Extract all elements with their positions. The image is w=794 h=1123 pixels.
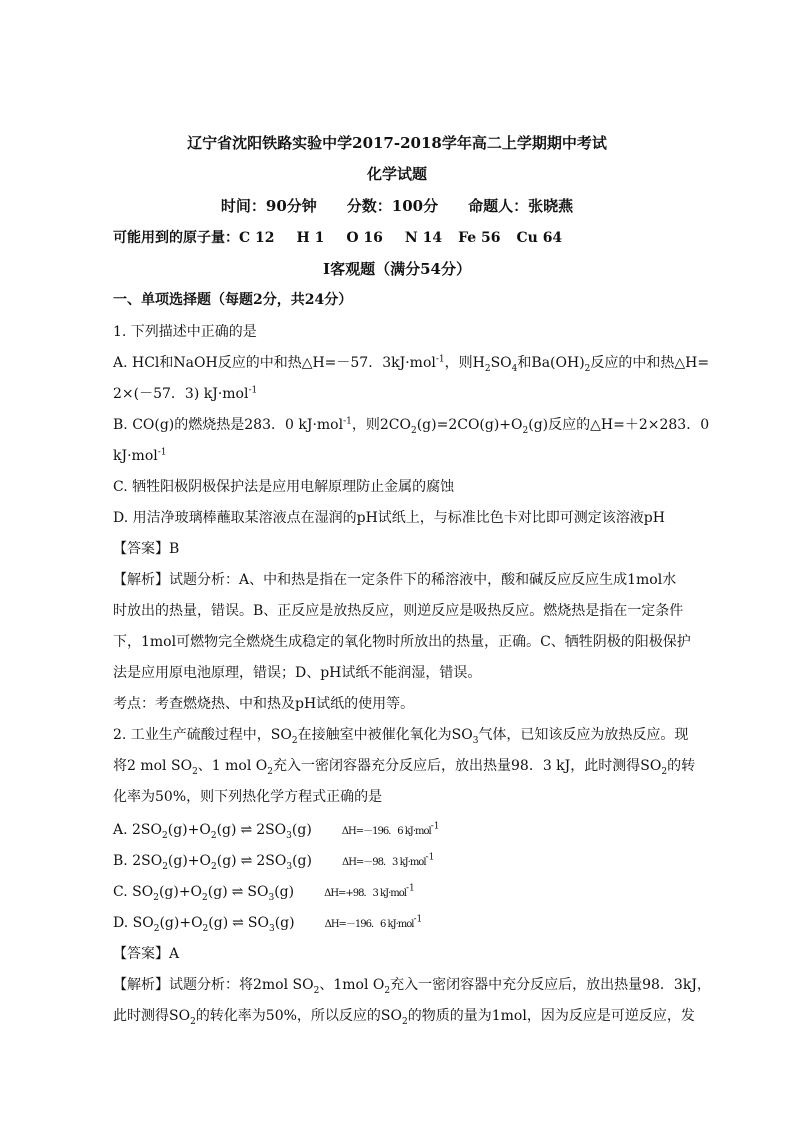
atomic-mass-c: C 12 [239,230,275,246]
atomic-label: 可能用到的原子量： [113,230,239,246]
exam-info [0,196,794,216]
q1-option-c: C. 牺牲阳极阴极保护法是应用电解原理防止金属的腐蚀 [113,479,455,495]
q1-option-b-line2: kJ·mol$^{-1}$ [113,447,167,464]
q2-analysis-line2: 此时测得$SO_2$的转化率为50%，所以反应的$SO_2$的物质的量为1mol，因为反应是可逆反应，发 [113,1008,695,1027]
subject-title: 化学试题 [366,165,427,183]
atomic-mass-o: O 16 [346,230,383,246]
atomic-mass-n: N 14 [404,230,443,246]
q1-option-a-line1: A. HCl和NaOH反应的中和热△H=－57．3kJ·mol$^{-1}$，则$H_2SO_4$和$Ba(OH)_2$反应的中和热△H= [113,354,710,374]
q2-option-a: A. $2SO_2(g)+O_2(g)$ ⇌ $2SO_3(g)$ ΔH=－196．6 kJ·mol$^{-1}$ [113,821,440,841]
q2-analysis-line1: 【解析】试题分析：将2mol $SO_2$、1mol $O_2$充入一密闭容器中充分反应后，放出热量98．3kJ， [113,977,711,996]
equilibrium-arrow-icon: ⇌ [231,884,244,900]
q2-option-d: D. $SO_2(g)+O_2(g)$ ⇌ $SO_3(g)$ ΔH=－196．6 kJ·mol$^{-1}$ [113,914,423,934]
q2-stem-line3: 化率为50%，则下列热化学方程式正确的是 [113,789,383,805]
exam-author: 命题人：张晓燕 [468,197,574,215]
atomic-mass-fe: Fe 56 [458,230,501,246]
q2-option-b: B. $2SO_2(g)+O_2(g)$ ⇌ $2SO_3(g)$ ΔH=－98．3 kJ·mol$^{-1}$ [113,852,435,872]
q1-analysis-line3: 下，1mol可燃物完全燃烧生成稳定的氧化物时所放出的热量，正确。C、牺牲阴极的阳极保护 [113,634,691,650]
exam-score: 分数：100分 [346,197,439,215]
exam-time: 时间：90分钟 [220,197,317,215]
atomic-mass-h: H 1 [296,230,325,246]
q1-option-b-line1: B. CO(g)的燃烧热是283．0 kJ·mol$^{-1}$，则$2CO_2(g)=2CO(g)+O_2(g)$反应的△H=＋2×283．0 [113,416,710,436]
q1-answer: 【答案】B [113,541,180,557]
section-heading: 一、单项选择题（每题2分，共24分） [113,292,353,308]
atomic-masses [113,228,562,248]
exam-title: 辽宁省沈阳铁路实验中学2017-2018学年高二上学期期中考试 [187,134,607,152]
q2-option-c: C. $SO_2(g)+O_2(g)$ ⇌ $SO_3(g)$ ΔH=+98．3 kJ·mol$^{-1}$ [113,883,415,903]
q1-analysis-line1: 【解析】试题分析：A、中和热是指在一定条件下的稀溶液中，酸和碱反应反应生成1mol水 [113,572,677,588]
q1-stem: 1. 下列描述中正确的是 [113,324,257,340]
q2-answer: 【答案】A [113,946,180,962]
q1-point: 考点：考查燃烧热、中和热及pH试纸的使用等。 [113,696,415,712]
q2-stem-line2: 将2 mol $SO_2$、1 mol $O_2$充入一密闭容器充分反应后，放出热量98．3 kJ，此时测得$SO_2$的转 [113,758,696,777]
q1-analysis-line2: 时放出的热量，错误。B、正反应是放热反应，则逆反应是吸热反应。燃烧热是指在一定条件 [113,603,684,619]
q2-stem-line1: 2. 工业生产硫酸过程中，$SO_2$在接触室中被催化氧化为$SO_3$气体，已知该反应为放热反应。现 [113,727,689,746]
q1-option-a-line2: 2×(－57．3) kJ·mol$^{-1}$ [113,385,258,402]
atomic-mass-cu: Cu 64 [516,230,563,246]
equilibrium-arrow-icon: ⇌ [240,822,253,838]
q1-option-d: D. 用洁净玻璃棒蘸取某溶液点在湿润的pH试纸上，与标准比色卡对比即可测定该溶液pH [113,510,665,526]
equilibrium-arrow-icon: ⇌ [232,915,244,931]
q1-analysis-line4: 法是应用原电池原理，错误；D、pH试纸不能润湿，错误。 [113,665,482,681]
equilibrium-arrow-icon: ⇌ [240,853,253,869]
part-heading: Ⅰ客观题（满分54分） [323,260,471,278]
